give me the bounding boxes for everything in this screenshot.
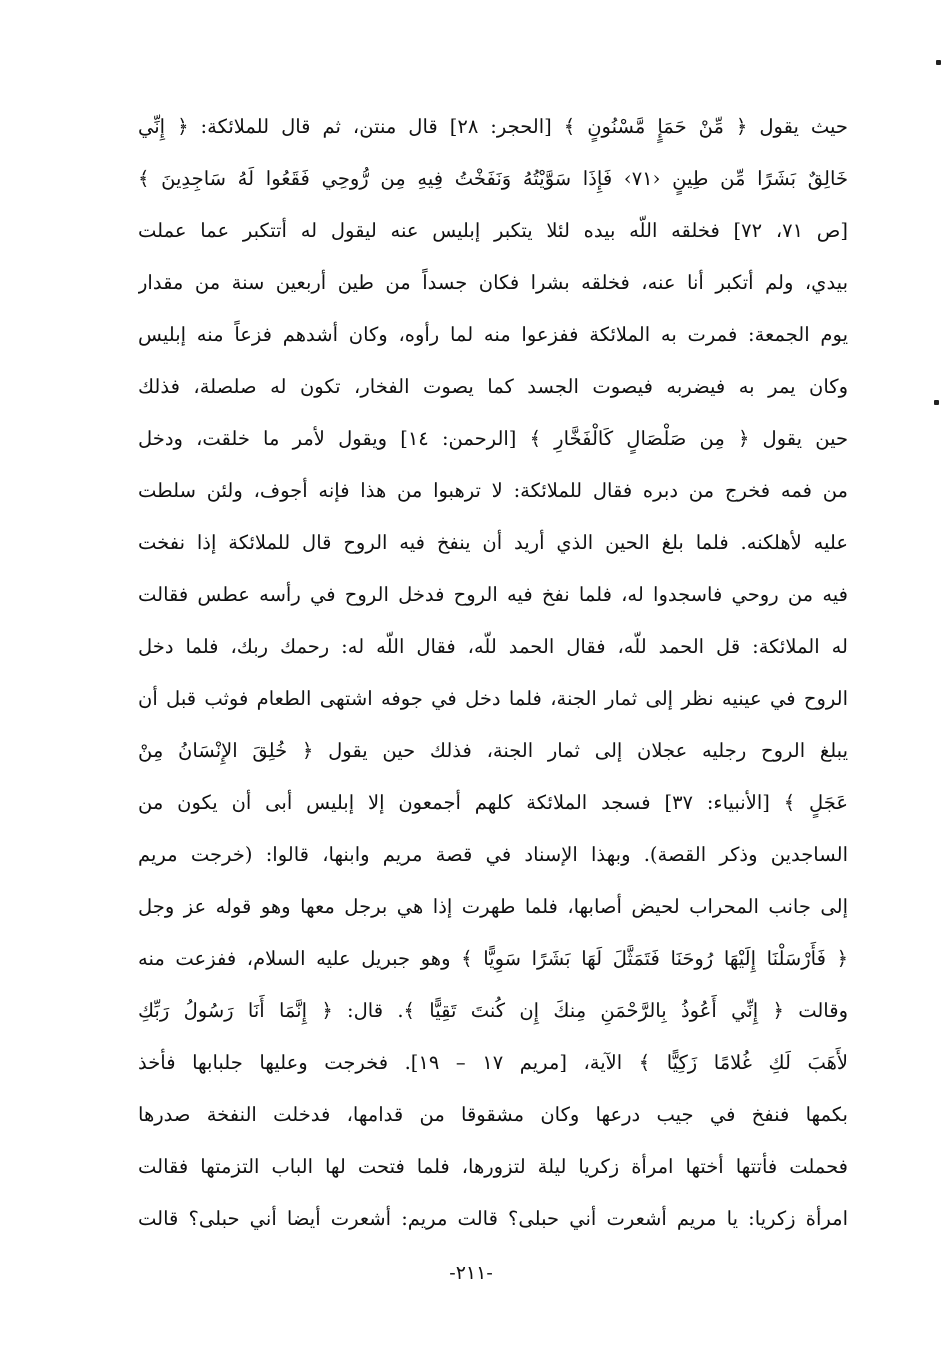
text-line-11: له الملائكة: قل الحمد للّه، فقال الحمد للّه، فقال اللّه له: رحمك ربك، فلما دخل	[138, 635, 848, 658]
text-line-8: من فمه فخرج من دبره فقال للملائكة: لا ترهبوا من هذا فإنه أجوف، ولئن سلطت	[138, 479, 848, 502]
text-line-3: [ص ٧١، ٧٢] فخلقه اللّه بيده لئلا يتكبر إبليس عنه ليقول له أتتكبر عما عملت	[138, 219, 848, 242]
text-line-5: يوم الجمعة: فمرت به الملائكة ففزعوا منه لما رأوه، وكان أشدهم فزعاً منه إبليس	[138, 323, 848, 346]
margin-mark-middle	[934, 400, 939, 405]
text-line-22: امرأة زكريا: يا مريم أشعرت أني حبلى؟ قالت مريم: أشعرت أيضا أني حبلى؟ قالت	[138, 1207, 848, 1230]
text-line-20: بكمها فنفخ في جيب درعها وكان مشقوقا من قدامها، فدخلت النفخة صدرها	[138, 1103, 848, 1126]
text-line-12: الروح في عينيه نظر إلى ثمار الجنة، فلما دخل في جوفه اشتهى الطعام فوثب قبل أن	[138, 687, 848, 710]
text-line-4: بيدي، ولم أتكبر أنا عنه، فخلقه بشرا فكان جسداً من طين أربعين سنة من مقدار	[138, 271, 848, 294]
text-line-1: حيث يقول ﴿ مِّنْ حَمَإٍ مَّسْنُونٍ ﴾ [الحجر: ٢٨] قال منتن، ثم قال للملائكة: ﴿ إِنِّي	[138, 115, 848, 138]
page-number: -٢١١-	[449, 1262, 493, 1284]
body-text	[138, 101, 848, 1245]
text-line-9: عليه لأهلكنه. فلما بلغ الحين الذي أريد أن ينفخ فيه الروح قال للملائكة إذا نفخت	[138, 531, 848, 554]
text-line-13: يبلغ الروح رجليه عجلان إلى ثمار الجنة، فذلك حين يقول ﴿ خُلِقَ الإِنْسَانُ مِنْ	[138, 739, 848, 762]
text-line-6: وكان يمر به فيضربه فيصوت الجسد كما يصوت الفخار، تكون له صلصلة، فذلك	[138, 375, 848, 398]
text-line-10: فيه من روحي فاسجدوا له، فلما نفخ فيه الروح فدخل الروح في رأسه عطس فقالت	[138, 583, 848, 606]
text-line-21: فحملت فأتتها أختها امرأة زكريا ليلة لتزورها، فلما فتحت لها الباب التزمتها فقالت	[138, 1155, 848, 1178]
text-line-14: عَجَلٍ ﴾ [الأنبياء: ٣٧] فسجد الملائكة كلهم أجمعون إلا إبليس أبى أن يكون من	[138, 791, 848, 814]
text-line-16: إلى جانب المحراب لحيض أصابها، فلما طهرت إذا هي برجل معها وهو قوله عز وجل	[138, 895, 848, 918]
text-line-2: خَالِقٌ بَشَرًا مِّن طِينٍ ‹٧١› فَإِذَا سَوَّيْتُهُ وَنَفَخْتُ فِيهِ مِن رُّوحِي فَقَعُوا لَهُ سَاجِدِينَ ﴾	[138, 167, 848, 190]
text-line-17: ﴿ فَأَرْسَلْنَا إِلَيْهَا رُوحَنَا فَتَمَثَّلَ لَهَا بَشَرًا سَوِيًّا ﴾ وهو جبريل عليه السلام، ففزعت منه	[138, 947, 848, 970]
text-line-15: الساجدين وذكر القصة). وبهذا الإسناد في قصة مريم وابنها، قالوا: (خرجت مريم	[138, 843, 848, 866]
text-line-7: حين يقول ﴿ مِن صَلْصَالٍ كَالْفَخَّارِ ﴾ [الرحمن: ١٤] ويقول لأمر ما خلقت، ودخل	[138, 427, 848, 450]
margin-mark-top	[936, 60, 941, 65]
text-line-19: لأَهَبَ لَكِ غُلامًا زَكِيًّا ﴾ الآية، [مريم ١٧ – ١٩]. فخرجت وعليها جلبابها فأخذ	[138, 1051, 848, 1074]
text-line-18: وقالت ﴿ إِنِّي أَعُوذُ بِالرَّحْمَنِ مِنكَ إِن كُنتَ تَقِيًّا ﴾. قال: ﴿ إِنَّمَا أَنَا رَسُولُ رَبِّكِ	[138, 999, 848, 1022]
